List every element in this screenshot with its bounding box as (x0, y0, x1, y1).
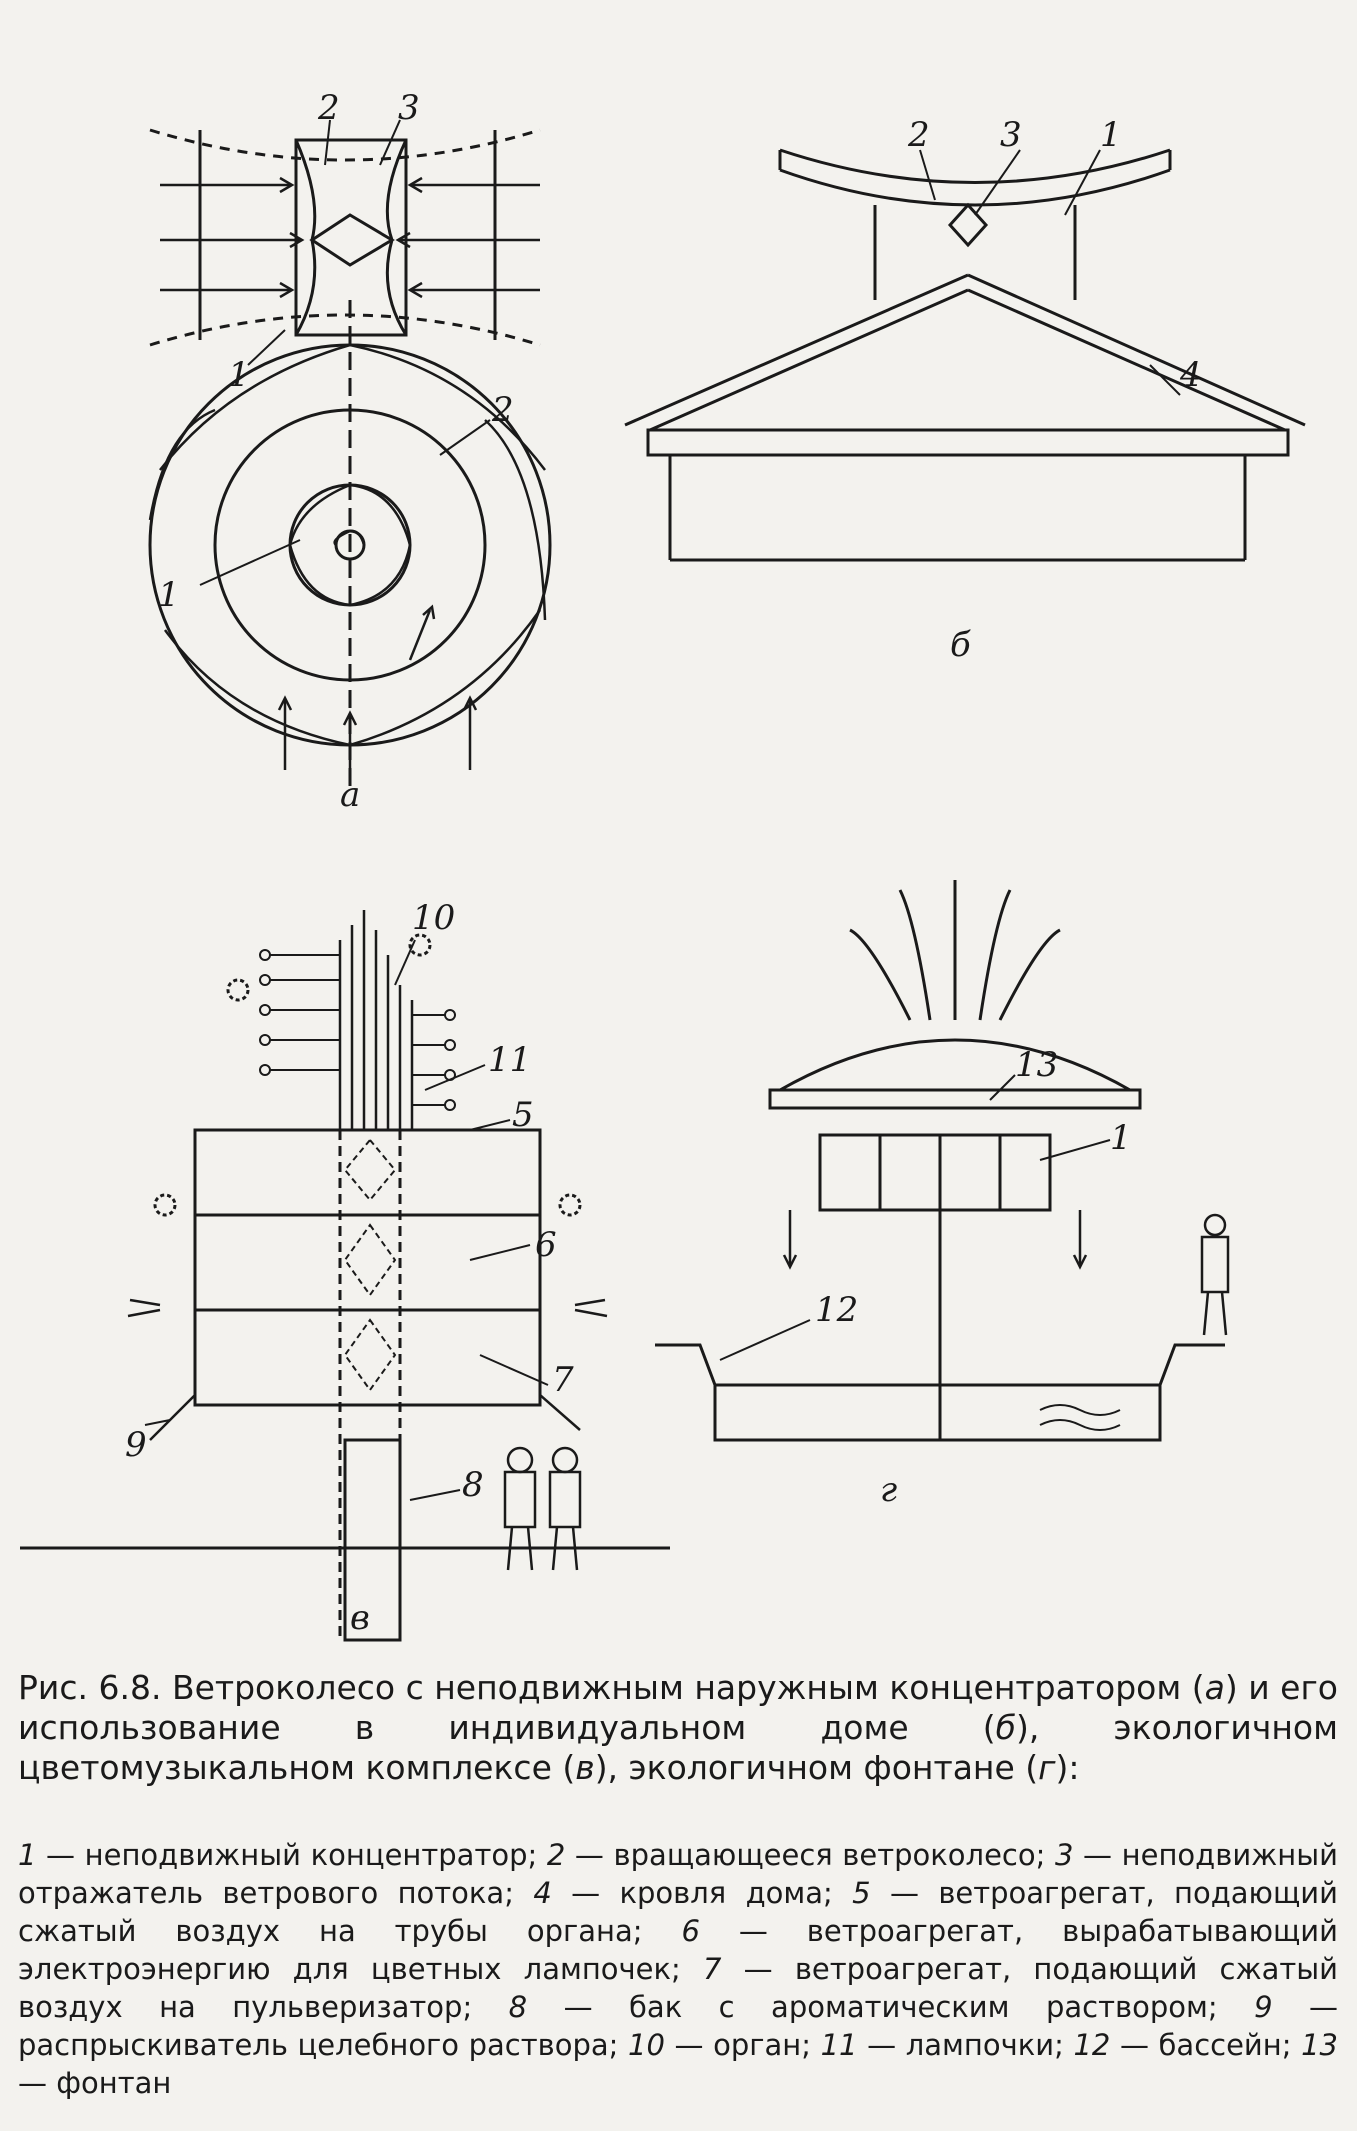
legend-text: — лампочки; (857, 2028, 1074, 2062)
legend-num: 11 (820, 2028, 858, 2062)
legend-num: 10 (628, 2028, 665, 2062)
callout-v-9: 9 (125, 1425, 147, 1465)
caption-text-2: ) и его использование в индивидуальном доме ( (18, 1668, 1338, 1747)
caption-a: а (1204, 1668, 1225, 1707)
figure-caption (18, 1668, 1338, 1788)
caption-v: в (575, 1748, 595, 1787)
legend-num: 9 (1254, 1990, 1273, 2024)
legend-text: — бак с ароматическим раствором; (527, 1990, 1255, 2024)
legend-text: — неподвижный концентратор; (36, 1838, 547, 1872)
callout-v-10: 10 (412, 898, 456, 938)
legend-num: 13 (1301, 2028, 1339, 2062)
caption-text-4: ), экологичном фонтане ( (594, 1748, 1039, 1787)
legend-num: 4 (533, 1876, 552, 1910)
legend-text: — ветроагрегат, вырабатывающий электроэнергию для цветных лампочек; (18, 1914, 1338, 1986)
panel-a-concentrator (150, 130, 550, 790)
caption-g: г (1038, 1748, 1056, 1787)
panel-v-complex (20, 910, 670, 1640)
legend-text: — ветроагрегат, подающий сжатый воздух на трубы органа; (18, 1876, 1338, 1948)
callout-b-3: 3 (1000, 115, 1022, 155)
callout-a-1b: 1 (158, 575, 180, 615)
legend-text: — вращающееся ветроколесо; (565, 1838, 1055, 1872)
legend-num: 1 (18, 1838, 37, 1872)
callout-v-8: 8 (462, 1465, 484, 1505)
legend-num: 8 (508, 1990, 528, 2024)
callout-g-13: 13 (1015, 1045, 1059, 1085)
legend-text: — ветроагрегат, подающий сжатый воздух на пульверизатор; (18, 1952, 1338, 2024)
panel-label-g: г (880, 1470, 898, 1510)
panel-b-house (625, 150, 1305, 560)
callout-a-2: 2 (318, 88, 340, 128)
callout-v-11: 11 (488, 1040, 532, 1080)
caption-text-1: Ветроколесо с неподвижным наружным концентратором ( (161, 1668, 1205, 1707)
callout-g-1: 1 (1110, 1118, 1132, 1158)
caption-b: б (995, 1708, 1017, 1747)
panel-g-fountain (655, 880, 1228, 1440)
legend-text: — орган; (664, 2028, 821, 2062)
legend-text: — распрыскиватель целебного раствора; (18, 1990, 1339, 2062)
callout-b-1: 1 (1100, 115, 1122, 155)
caption-text-5: ): (1055, 1748, 1080, 1787)
legend-num: 7 (703, 1952, 722, 1986)
panel-label-b: б (950, 625, 971, 665)
legend-num: 3 (1055, 1838, 1074, 1872)
callout-v-6: 6 (535, 1225, 557, 1265)
legend-text: — неподвижный отражатель ветрового потока; (18, 1838, 1338, 1910)
legend-num: 2 (546, 1838, 566, 1872)
legend-text: — фонтан (18, 2066, 172, 2100)
callout-v-7: 7 (552, 1360, 574, 1400)
legend-num: 12 (1073, 2028, 1111, 2062)
panel-label-a: а (340, 775, 361, 815)
legend-num: 5 (852, 1876, 871, 1910)
callout-a-1: 1 (228, 355, 250, 395)
legend-text: — бассейн; (1110, 2028, 1302, 2062)
callout-v-5: 5 (512, 1095, 534, 1135)
legend-text: — кровля дома; (551, 1876, 853, 1910)
caption-prefix: Рис. 6.8. (18, 1668, 162, 1707)
caption-text-3: ), экологичном цветомузыкальном комплексе ( (18, 1708, 1338, 1787)
callout-g-12: 12 (815, 1290, 859, 1330)
figure-legend (18, 1836, 1338, 2102)
callout-a-2b: 2 (492, 390, 514, 430)
legend-num: 6 (681, 1914, 700, 1948)
callout-a-3: 3 (398, 88, 420, 128)
callout-b-2: 2 (908, 115, 930, 155)
panel-label-v: в (350, 1598, 370, 1638)
callout-b-4: 4 (1180, 355, 1202, 395)
